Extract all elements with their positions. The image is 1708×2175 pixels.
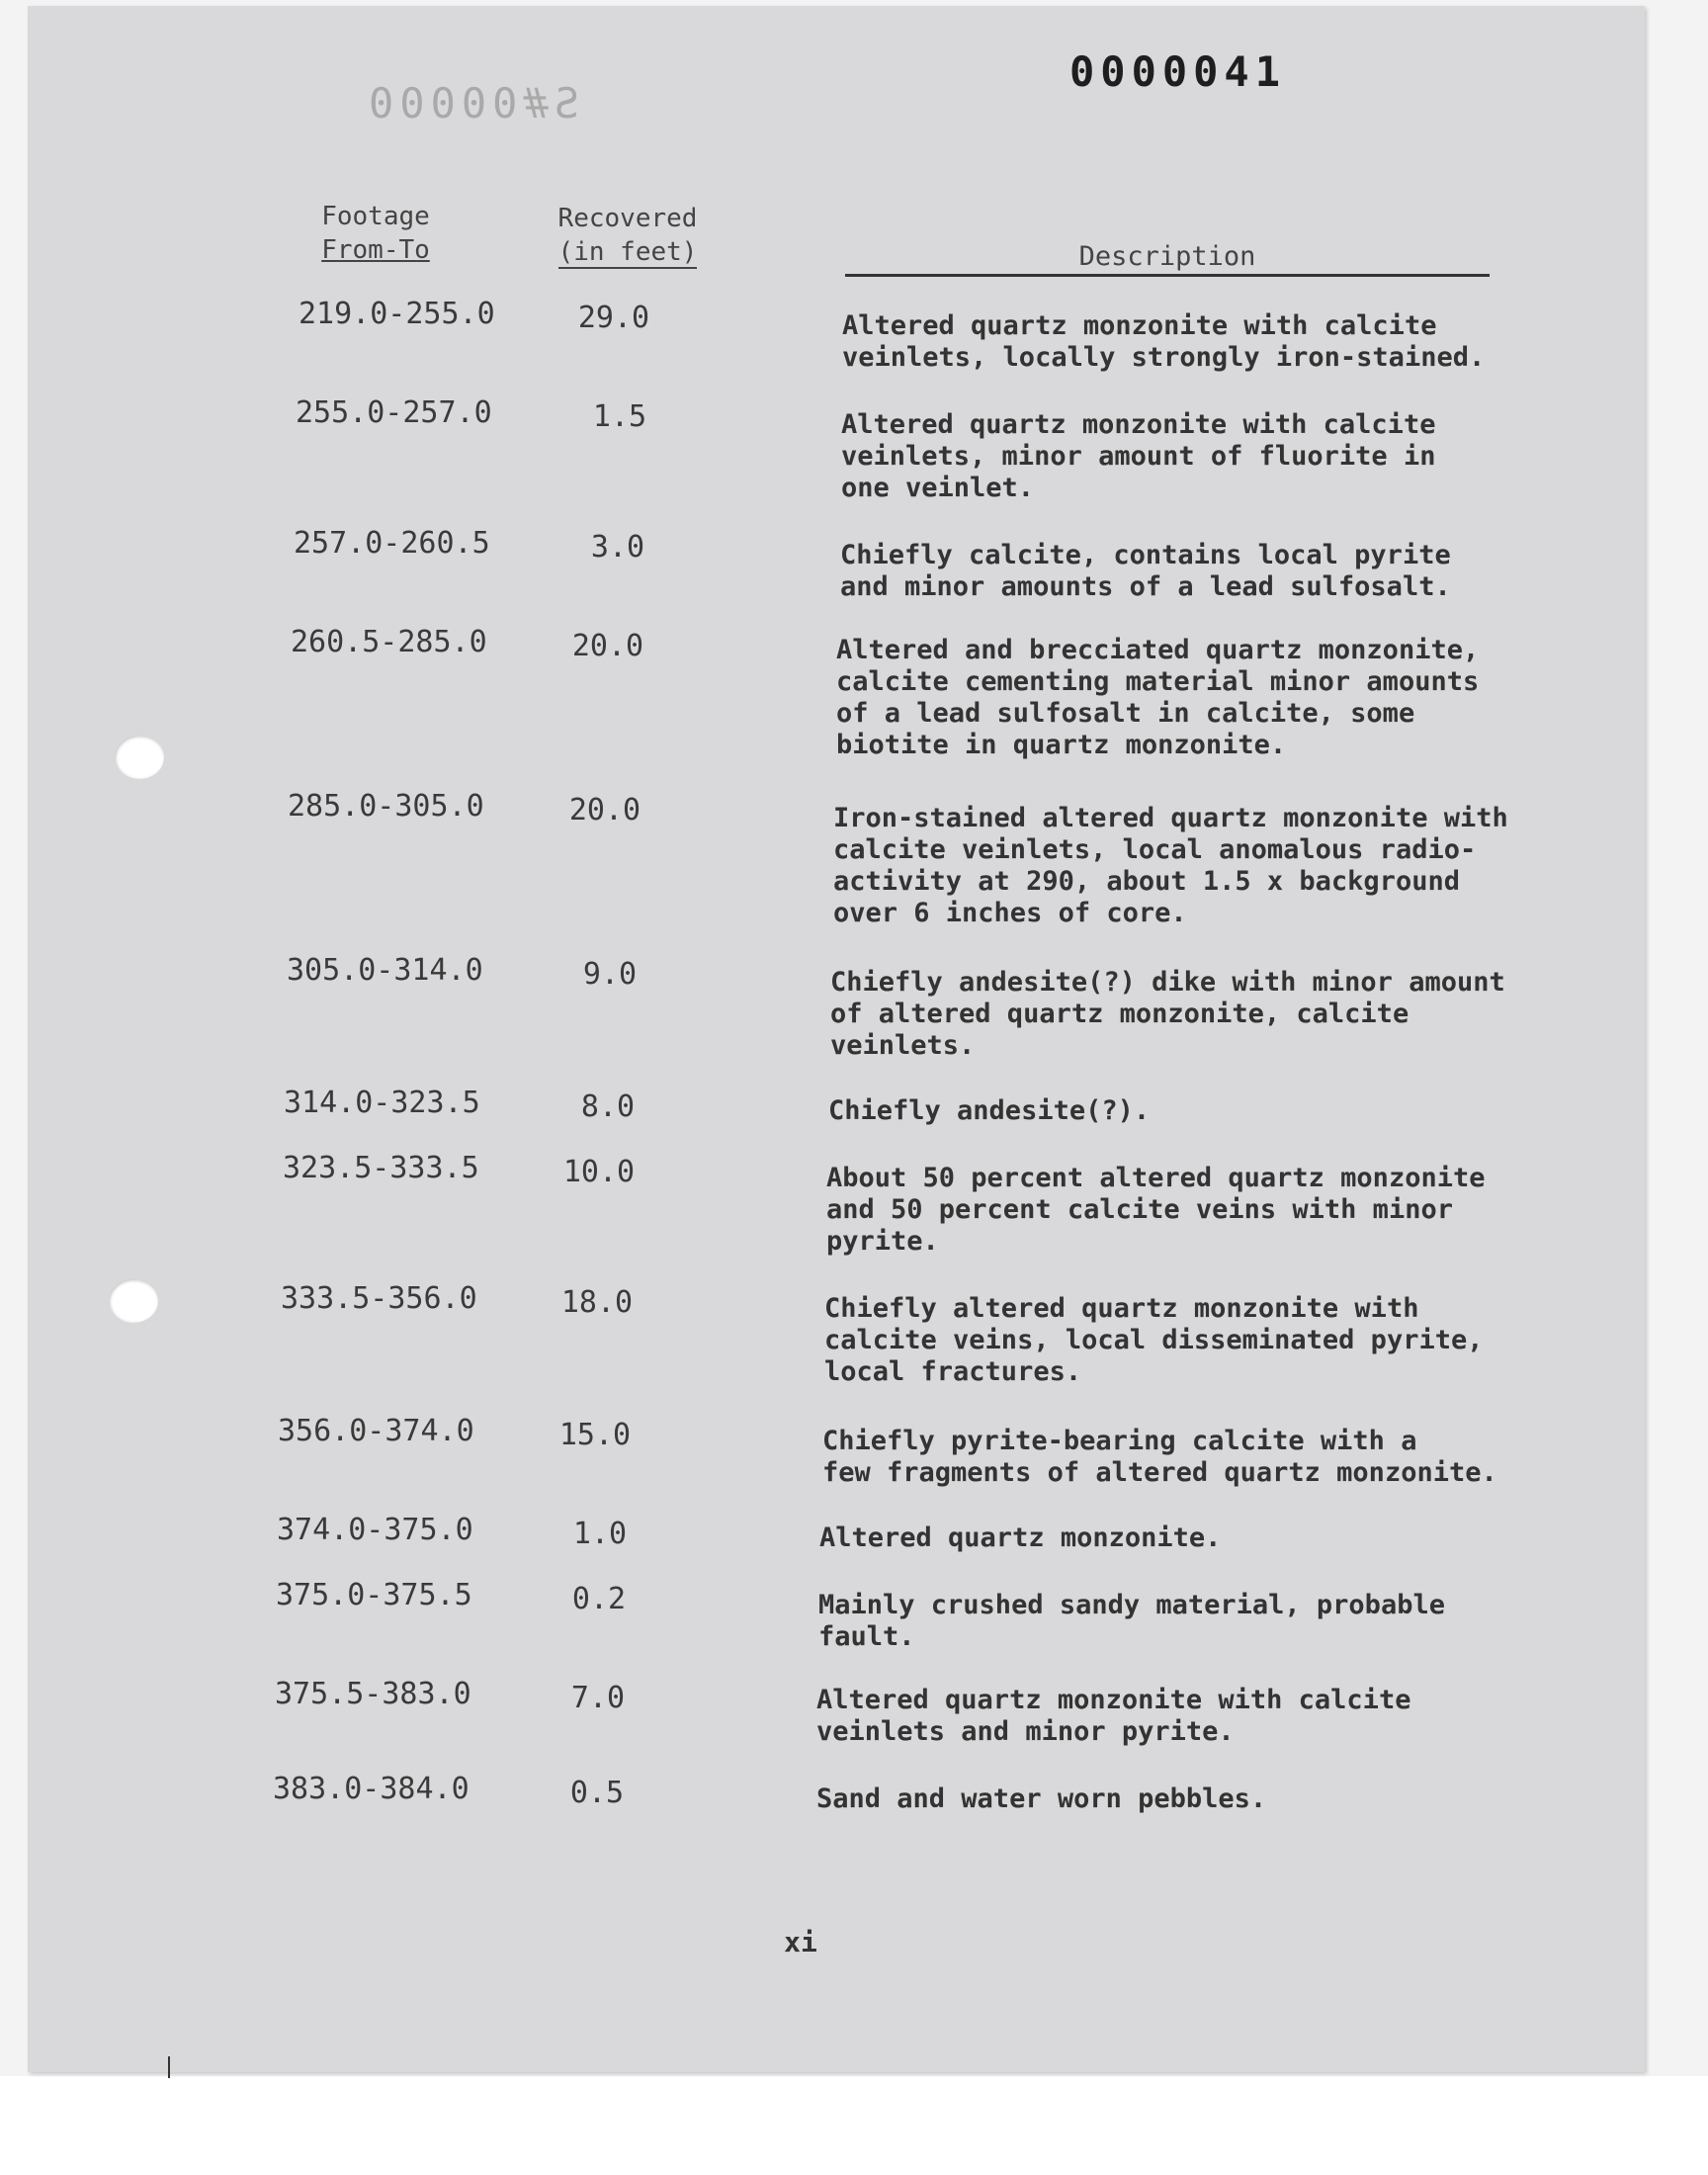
description-cell: Altered quartz monzonite with calcite veinlets, minor amount of fluorite in one veinlet. [841, 409, 1436, 503]
recovered-cell: 0.5 [569, 1776, 625, 1810]
footage-cell: 314.0-323.5 [284, 1086, 480, 1120]
footage-cell: 374.0-375.0 [277, 1513, 473, 1547]
footage-cell: 333.5-356.0 [281, 1281, 477, 1316]
description-cell: Chiefly pyrite-bearing calcite with a few fragments of altered quartz monzonite. [822, 1426, 1497, 1488]
scan-edge-mark [168, 2056, 170, 2078]
footage-cell: 383.0-384.0 [273, 1772, 470, 1806]
footage-cell: 305.0-314.0 [287, 953, 483, 988]
recovered-cell: 18.0 [560, 1285, 634, 1320]
recovered-cell: 3.0 [590, 530, 645, 565]
description-cell: Chiefly altered quartz monzonite with calcite veins, local disseminated pyrite, local fractures. [824, 1293, 1484, 1387]
punch-hole [109, 1279, 158, 1323]
footage-header-line2: From-To [321, 235, 430, 265]
footage-header-line1: Footage [321, 202, 430, 231]
description-cell: Altered quartz monzonite with calcite veinlets and minor pyrite. [816, 1685, 1411, 1747]
recovered-cell: 0.2 [571, 1582, 627, 1616]
footage-cell: 285.0-305.0 [288, 789, 484, 824]
footage-cell: 257.0-260.5 [294, 526, 490, 561]
description-cell: Sand and water worn pebbles. [816, 1784, 1267, 1814]
description-cell: About 50 percent altered quartz monzonite and 50 percent calcite veins with minor pyrite. [826, 1163, 1486, 1257]
recovered-cell: 7.0 [570, 1681, 626, 1715]
recovered-header-line2: (in feet) [557, 237, 698, 267]
recovered-cell: 20.0 [571, 629, 644, 663]
punch-hole [115, 736, 164, 779]
description-cell: Chiefly calcite, contains local pyrite and minor amounts of a lead sulfosalt. [840, 540, 1451, 602]
recovered-cell: 10.0 [562, 1155, 636, 1189]
footage-cell: 255.0-257.0 [296, 395, 492, 430]
recovered-cell: 15.0 [558, 1418, 632, 1452]
recovered-header-line1: Recovered [557, 204, 698, 233]
footage-cell: 375.5-383.0 [275, 1677, 471, 1711]
footage-cell: 219.0-255.0 [299, 297, 495, 331]
recovered-cell: 9.0 [582, 957, 638, 992]
description-cell: Chiefly andesite(?). [828, 1095, 1151, 1126]
description-column-header: Description [845, 241, 1490, 277]
description-cell: Chiefly andesite(?) dike with minor amount of altered quartz monzonite, calcite veinlets. [830, 967, 1505, 1061]
document-number: 0000041 [1069, 47, 1287, 96]
page-number: xi [784, 1926, 817, 1958]
description-cell: Altered quartz monzonite with calcite veinlets, locally strongly iron-stained. [842, 310, 1486, 373]
recovered-cell: 8.0 [580, 1089, 636, 1124]
description-cell: Iron-stained altered quartz monzonite with calcite veinlets, local anomalous radio- activity at 290, about 1.5 x background over 6 inches of core. [833, 803, 1508, 928]
footage-cell: 356.0-374.0 [278, 1414, 474, 1448]
recovered-cell: 20.0 [568, 793, 641, 827]
description-cell: Mainly crushed sandy material, probable fault. [818, 1590, 1445, 1652]
description-cell: Altered and brecciated quartz monzonite, calcite cementing material minor amounts of a lead sulfosalt in calcite, some biotite in quartz monzonite. [836, 635, 1480, 760]
recovered-cell: 1.0 [572, 1517, 628, 1551]
description-cell: Altered quartz monzonite. [819, 1522, 1222, 1553]
recovered-cell: 1.5 [592, 399, 647, 434]
footage-cell: 260.5-285.0 [291, 625, 487, 659]
ghost-bleedthrough-number: S#00000 [362, 79, 579, 128]
recovered-cell: 29.0 [577, 301, 650, 335]
footage-cell: 375.0-375.5 [276, 1578, 472, 1612]
footage-cell: 323.5-333.5 [283, 1151, 479, 1185]
